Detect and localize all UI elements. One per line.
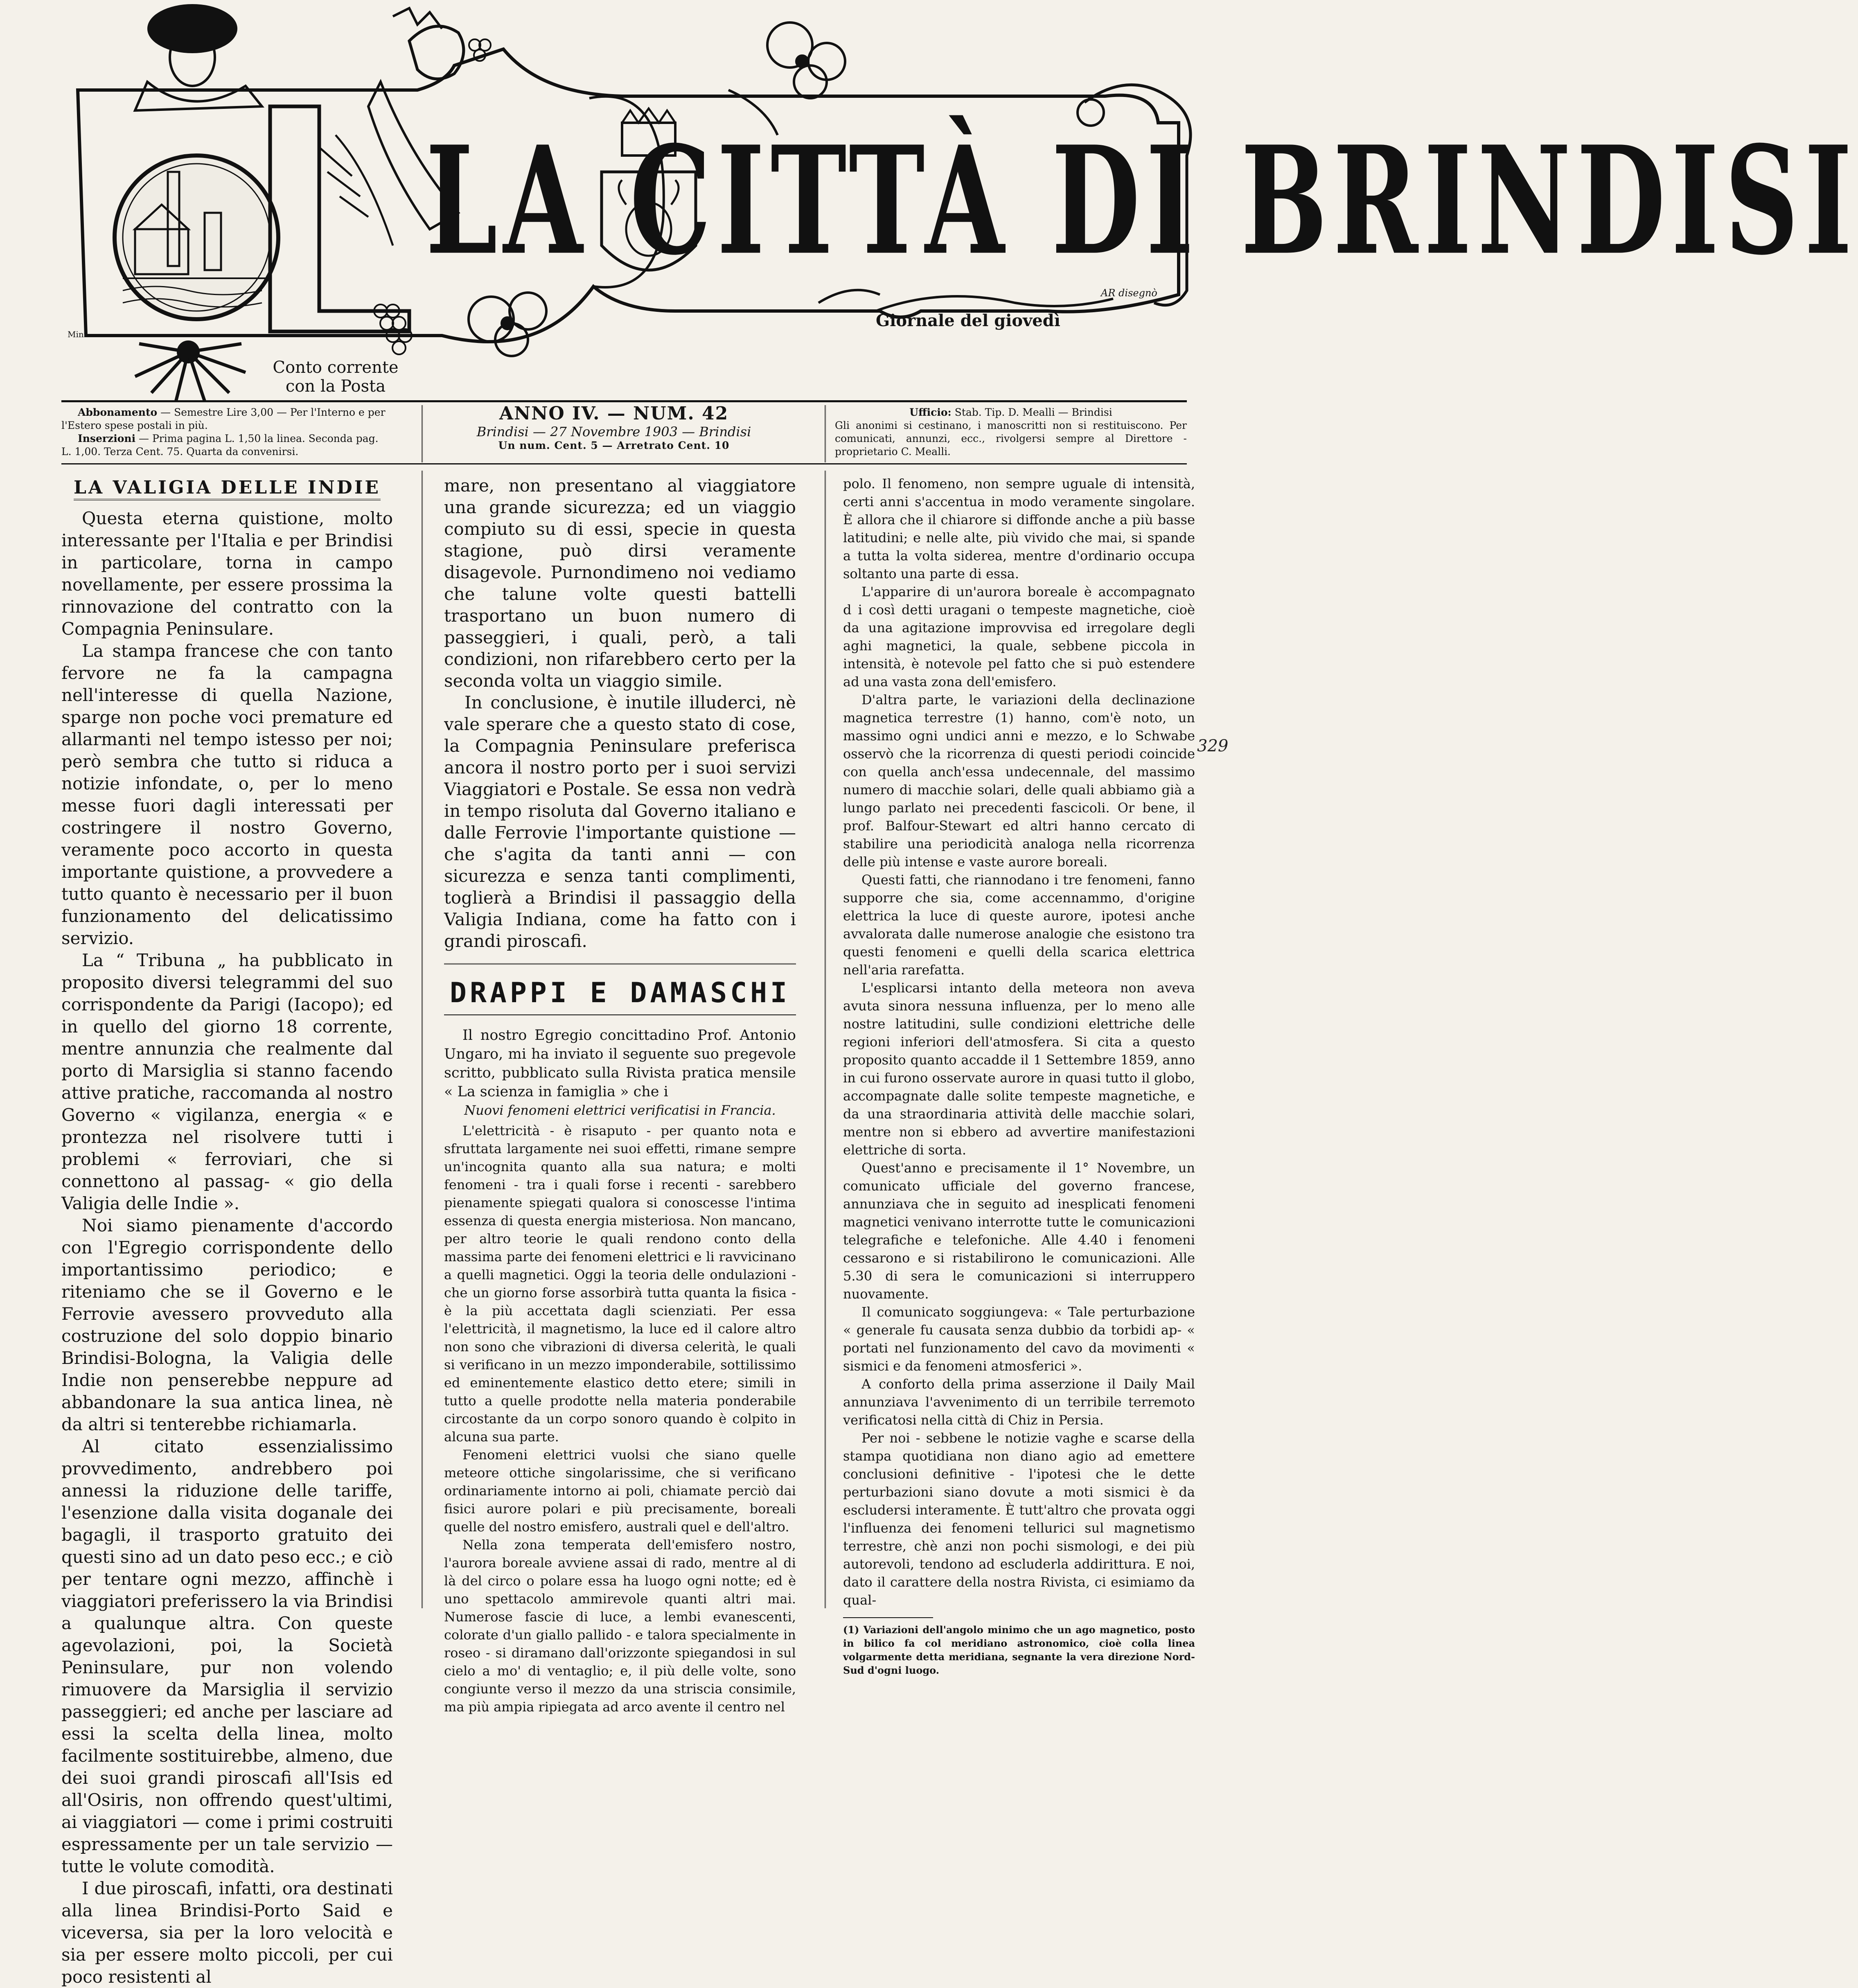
band-bottom-rule: [61, 463, 1187, 464]
paragraph: Questa eterna quistione, molto interessante per l'Italia e per Brindisi in particolare, torna in campo novellamente, per essere prossima la rinnovazione del contratto con la Compagnia Peninsulare.: [61, 508, 393, 639]
paragraph: Fenomeni elettrici vuolsi che siano quelle meteore ottiche singolarissime, che si verificano ordinariamente intorno ai poli, chiamate perciò dai fisici aurore polari e più precisamente, boreali quelle del nostro emisfero, australi quel e dell'altro.: [444, 1447, 796, 1535]
paragraph: Per noi - sebbene le notizie vaghe e scarse della stampa quotidiana non diano agio ad emettere conclusioni definitive - l'ipotesi che le dette perturbazioni siano dovute a moti sismici è da escludersi interamente. È tutt'altro che provata oggi l'influenza dei fenomeni tellurici sul magnetismo terrestre, chè anzi non pochi sismologi, e dei più autorevoli, tendono ad escluderla addirittura. E noi, dato il carattere della nostra Rivista, ci esimiamo da qual-: [843, 1430, 1195, 1608]
illustrator-signature: AR disegnò: [1101, 287, 1157, 299]
issue-number: ANNO IV. — NUM. 42: [499, 403, 729, 424]
footnote-rule: [843, 1617, 933, 1618]
footnote: (1) Variazioni dell'angolo minimo che un ago magnetico, posto in bilico fa col meridiano astronomico, cioè colla linea volgarmente detta meridiana, segnante la vera direzione Nord-Sud d'ogni luogo.: [843, 1624, 1195, 1676]
office-line: [835, 406, 1187, 419]
engraver-credit: Mini: [68, 329, 87, 339]
paragraph: polo. Il fenomeno, non sempre uguale di intensità, certi anni s'accentua in modo veramente singolare. È allora che il chiarore si diffonde anche a più basse latitudini; e nelle alte, più vivido che mai, si spande a tutta la volta siderea, mentre d'ordinario occupa soltanto una parte di essa.: [843, 476, 1195, 582]
article-intro: Il nostro Egregio concittadino Prof. Antonio Ungaro, mi ha inviato il seguente suo pregevole scritto, pubblicato sulla Rivista pratica mensile « La scienza in famiglia » che i: [444, 1027, 796, 1100]
paragraph: L'elettricità - è risaputo - per quanto nota e sfruttata largamente nei suoi effetti, rimane sempre un'incognita quanto alla sua natura; e molti fenomeni - tra i quali forse i recenti - sarebbero pienamente spiegati qualora si conoscesse l'intima essenza di questa energia misteriosa. Non mancano, per altro teorie le quali rendono conto della massima parte dei fenomeni elettrici e li ravvicinano a quelli magnetici. Oggi la teoria delle ondulazioni - che un giorno forse assorbirà tutta quanta la fisica - è la più accettata dagli scienziati. Per essa l'elettricità, il magnetismo, la luce ed il calore altro non sono che vibrazioni di diversa celerità, le quali si verificano in un mezzo imponderabile, sottilissimo ed eminentemente elastico detto etere; simili in tutto a quelle prodotte nella materia ponderabile circostante da un corpo sonoro quando è colpito in alcuna sua parte.: [444, 1123, 796, 1445]
paragraph: L'esplicarsi intanto della meteora non aveva avuta sinora nessuna influenza, per lo meno alle nostre latitudini, sulle condizioni elettriche delle regioni inferiori dell'atmosfera. Si cita a questo proposito quanto accadde il 1 Settembre 1859, anno in cui furono osservate aurore in quasi tutto il globo, accompagnate dalle solite tempeste magnetiche, e da una straordinaria attività delle macchie solari, mentre non si ebbero ad avvertire manifestazioni elettriche di sorta.: [843, 980, 1195, 1158]
subscription-info: [61, 406, 389, 458]
subscription-line: [61, 406, 389, 432]
masthead: [0, 0, 1858, 401]
paragraph: D'altra parte, le variazioni della declinazione magnetica terrestre (1) hanno, com'è noto, un massimo ogni undici anni e mezzo, e lo Schwabe osservò che la ricorrenza di questi periodi coincide con quella anch'essa undecennale, del massimo numero di macchie solari, delle quali abbiamo già a lungo parlato nei precedenti fascicoli. Or bene, il prof. Balfour-Stewart ed altri hanno cercato di stabilire una periodicità analoga nella ricorrenza delle più intense e vaste aurore boreali.: [843, 692, 1195, 870]
paragraph: Nella zona temperata dell'emisfero nostro, l'aurora boreale avviene assai di rado, mentre al di là del circo o polare essa ha luogo ogni notte; ed è uno spettacolo ammirevole quanti altri mai. Numerose fascie di luce, a lembi evanescenti, colorate d'un giallo pallido - e talora specialmente in roseo - si diramano dall'orizzonte spiegandosi in sul cielo a mo' di ventaglio; e, il più delle volte, sono congiunte verso il mezzo da una striscia consimile, ma più ampia ripiegata ad arco avente il centro nel: [444, 1537, 796, 1715]
paragraph: Il comunicato soggiungeva: « Tale perturbazione « generale fu causata senza dubbio da torbidi ap- « portati nel funzionamento del cavo da movimenti « sismici e da fenomeni atmosferici ».: [843, 1304, 1195, 1374]
ufficio-label: Ufficio:: [909, 406, 952, 418]
medallion-town-view: [115, 156, 278, 319]
paragraph: Quest'anno e precisamente il 1° Novembre, un comunicato ufficiale del governo francese, annunziava che in seguito ad inesplicati fenomeni magnetici venivano interrotte tutte le comunicazioni telegrafiche e telefoniche. Alle 4.40 i fenomeni cessarono e si ristabilirono le comunicazioni. Alle 5.30 di sera le comunicazioni si interruppero nuovamente.: [843, 1160, 1195, 1302]
inserzioni-label: Inserzioni: [78, 433, 136, 444]
postal-account-note: Conto corrente con la Posta: [273, 358, 399, 396]
ufficio-text: Stab. Tip. D. Mealli — Brindisi: [954, 406, 1112, 418]
band-top-rule: [61, 400, 1187, 402]
issue-price: Un num. Cent. 5 — Arretrato Cent. 10: [498, 440, 730, 451]
sunburst-ornament: [135, 340, 246, 401]
column-rule-1: [422, 471, 423, 1608]
paragraph: Al citato essenzialissimo provvedimento, andrebbero poi annessi la riduzione delle tariffe, l'esenzione dalla visita doganale dei bagagli, il trasporto gratuito dei questi sino ad un dato peso ecc.; e ciò per tentare ogni mezzo, affinchè i viaggiatori preferissero la via Brindisi a qualunque altra. Con queste agevolazioni, poi, la Società Peninsulare, pur non volendo rimuovere da Marsiglia il servizio passeggieri; ed anche per lasciare ad essi la scelta della linea, molto facilmente sostituirebbe, almeno, due dei suoi grandi piroscafi all'Isis ed all'Osiris, non offrendo quest'ultimi, ai viaggiatori — come i primi costruiti espressamente per un tale servizio — tutte le volute comodità.: [61, 1436, 393, 1876]
newspaper-subtitle: Giornale del giovedì: [876, 311, 1060, 330]
newspaper-title: LA CITTÀ DI BRINDISI: [426, 113, 1858, 288]
office-info: [835, 406, 1187, 458]
column-2: [444, 475, 796, 1715]
editorial-notice: Gli anonimi si cestinano, i manoscritti non si restituiscono. Per comunicati, annunzi, ecc., rivolgersi sempre al Direttore - proprietario C. Mealli.: [835, 419, 1187, 458]
article-subtitle: Nuovi fenomeni elettrici verificatisi in Francia.: [464, 1102, 776, 1118]
column-1: [61, 475, 393, 1987]
paragraph: In conclusione, è inutile illuderci, nè vale sperare che a questo stato di cose, la Compagnia Peninsulare preferisca ancora il nostro porto per i suoi servizi Viaggiatori e Postale. Se essa non vedrà in tempo risoluta dal Governo italiano e dalle Ferrovie l'importante quistione — che s'agita da tanti anni — con sicurezza e senza tanti complimenti, toglierà a Brindisi il passaggio della Valigia Indiana, come ha fatto con i grandi piroscafi.: [444, 692, 796, 951]
paragraph: Noi siamo pienamente d'accordo con l'Egregio corrispondente dello importantissimo periodico; e riteniamo che se il Governo e le Ferrovie avessero provveduto alla costruzione del solo doppio binario Brindisi-Bologna, la Valigia delle Indie non penserebbe neppure ad abbandonare la sua antica linea, nè da altri si tenterebbe richiamarla.: [61, 1215, 393, 1434]
paragraph: La “ Tribuna „ ha pubblicato in proposito diversi telegrammi del suo corrispondente da Parigi (Iacopo); ed in quello del giorno 18 corrente, mentre annunzia che realmente dal porto di Marsiglia si stanno facendo attive pratiche, raccomanda al nostro Governo « vigilanza, energia « e prontezza nel risolvere tutti i problemi « ferroviari, che si connettono al passag- « gio della Valigia delle Indie ».: [61, 950, 393, 1213]
abbonamento-label: Abbonamento: [78, 406, 158, 418]
column-rule-2: [825, 471, 826, 1608]
issue-info: [438, 403, 790, 451]
handwritten-margin-number: 329: [1197, 737, 1229, 755]
paragraph: A conforto della prima asserzione il Daily Mail annunziava l'avvenimento di un terribile terremoto verificatosi nella città di Chiz in Persia.: [843, 1376, 1195, 1428]
issue-date: Brindisi — 27 Novembre 1903 — Brindisi: [476, 424, 751, 440]
article-heading-drappi: DRAPPI E DAMASCHI: [444, 977, 796, 1015]
paragraph: L'apparire di un'aurora boreale è accompagnato d i così detti uragani o tempeste magnetiche, cioè da una agitazione improvvisa ed irregolare degli aghi magnetici, la quale, sebbene piccola in intensità, è notevole pel fatto che si può estendere ad una vasta zona dell'emisfero.: [843, 584, 1195, 690]
paragraph: La stampa francese che con tanto fervore ne fa la campagna nell'interesse di quella Nazione, sparge non poche voci premature ed allarmanti nel tempo istesso per noi; però sembra che tutto si riduca a notizie infondate, o, per lo meno messe fuori dagli interessati per costringere il nostro Governo, veramente poco accorto in questa importante quistione, a provvedere a tutto quanto è necessario per il buon funzionamento del delicatissimo servizio.: [61, 641, 393, 948]
paragraph: mare, non presentano al viaggiatore una grande sicurezza; ed un viaggio compiuto su di essi, specie in questa stagione, può dirsi veramente disagevole. Purnondimeno noi vediamo che talune volte questi battelli trasportano un buon numero di passeggieri, i quali, però, a tali condizioni, non rifarebbero certo per la seconda volta un viaggio simile.: [444, 476, 796, 691]
article-heading-valigia-text: LA VALIGIA DELLE INDIE: [74, 477, 381, 500]
article-heading-valigia: [61, 476, 393, 499]
inserzioni-text: — Prima pagina L. 1,50 la linea. Seconda pag. L. 1,00. Terza Cent. 75. Quarta da convenirsi.: [61, 433, 379, 458]
abbonamento-text: — Semestre Lire 3,00 — Per l'Interno e per l'Estero spese postali in più.: [61, 406, 386, 431]
article-separator: [444, 963, 796, 965]
column-3-body: [843, 475, 1195, 1609]
paragraph: I due piroscafi, infatti, ora destinati alla linea Brindisi-Porto Said e viceversa, sia per la loro velocità e sia per essere molto piccoli, per cui poco resistenti al: [61, 1878, 393, 1987]
advertising-line: [61, 432, 389, 458]
band-divider-right: [825, 405, 826, 462]
band-divider-left: [422, 405, 423, 462]
column-3: [843, 475, 1195, 1676]
paragraph: Questi fatti, che riannodano i tre fenomeni, fanno supporre che sia, come accennammo, d'origine elettrica la luce di queste aurore, ipotesi anche avvalorata dalle numerose analogie che esistono tra questi fenomeni e quelli della scarica elettrica nell'aria rarefatta.: [843, 872, 1195, 978]
female-figure-left: [135, 4, 262, 110]
